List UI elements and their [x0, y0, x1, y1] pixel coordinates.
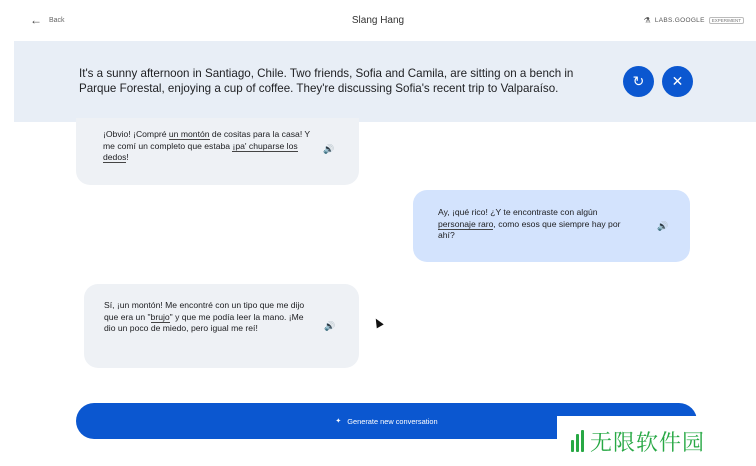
message-bubble — [413, 190, 690, 262]
labs-logo[interactable] — [644, 16, 744, 25]
generate-conversation-label: Generate new conversation — [347, 416, 438, 426]
message-text — [438, 207, 628, 242]
labs-text: LABS.GOOGLE — [654, 17, 705, 24]
slang-term[interactable]: brujo — [150, 311, 170, 322]
back-label: Back — [49, 16, 65, 24]
message-bubble — [76, 118, 359, 185]
message-text-part: de cositas para la casa! Y me comí un completo que estaba — [103, 129, 311, 151]
slang-term[interactable]: un montón — [168, 129, 210, 139]
message-text-part: Sí, ¡un montón! Me encontré con un tipo que me dijo que era un " — [104, 300, 305, 322]
flask-icon: ⚗ — [643, 16, 651, 25]
watermark-text: 无限软件园 — [590, 430, 706, 456]
sparkle-icon: ✦ — [335, 418, 342, 425]
message-text — [104, 300, 314, 335]
message-text-part: " y que me podía leer la mano. ¡Me dio un poco de miedo, pero igual me reí! — [104, 311, 304, 334]
top-bar — [0, 0, 756, 42]
speaker-icon[interactable]: 🔊 — [657, 221, 669, 231]
refresh-icon: ↻ — [632, 73, 645, 89]
scenario-panel — [14, 41, 756, 122]
message-text-part: ! — [126, 152, 129, 163]
close-button[interactable] — [662, 66, 693, 97]
scenario-text: It's a sunny afternoon in Santiago, Chile. Two friends, Sofia and Camila, are sitting on a bench in Parque Forestal, enjoying a cup of coffee. They're discussing Sofia's recent trip to Valparaíso. — [79, 67, 574, 95]
message-bubble — [84, 284, 359, 368]
slang-term[interactable]: personaje raro — [438, 218, 494, 229]
mouse-cursor-icon — [372, 317, 383, 329]
labs-badge: EXPERIMENT — [709, 17, 744, 24]
arrow-left-icon: ← — [30, 13, 42, 27]
speaker-icon[interactable]: 🔊 — [324, 321, 336, 331]
message-text-part: ¡Obvio! ¡Compré — [103, 129, 169, 139]
speaker-icon[interactable]: 🔊 — [323, 144, 335, 154]
refresh-button[interactable] — [623, 66, 654, 97]
message-text — [103, 129, 317, 164]
app-title: Slang Hang — [351, 15, 405, 26]
slang-term[interactable]: ¡pa' chuparse los dedos — [103, 140, 298, 163]
watermark — [557, 416, 756, 466]
message-text-part: , como esos que siempre hay por ahí? — [438, 218, 621, 241]
close-icon: ✕ — [671, 73, 684, 89]
watermark-logo-icon — [571, 430, 584, 452]
message-text-part: Ay, ¡qué rico! ¿Y te encontraste con algún — [438, 207, 598, 217]
